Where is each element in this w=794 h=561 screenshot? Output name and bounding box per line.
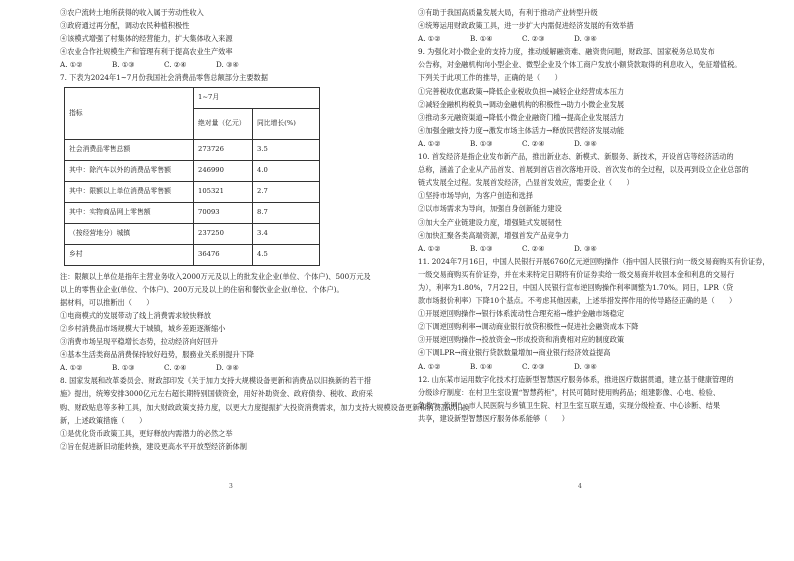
row-name: 乡村 bbox=[65, 244, 194, 265]
q7-choice: ③消费市场呈现平稳增长态势，拉动经济向好回升 bbox=[60, 337, 219, 347]
q8-choice: ②旨在促进新旧动能转换，建设更高水平开放型经济新体制 bbox=[60, 441, 247, 451]
q11-text-line: 为），利率为1.80%，7月22日，中国人民银行宣布逆回购操作利率调整为1.70%。同日，LPR（贷 bbox=[418, 282, 734, 292]
table-header-indicator: 指标 bbox=[65, 87, 194, 139]
table-row bbox=[65, 202, 320, 223]
q11-text-line: 款市场报价利率）下降10个基点。不考虑其他因素，上述举措发挥作用的传导路径正确的是（ ） bbox=[418, 296, 737, 306]
option-b: B. ①③ bbox=[470, 243, 493, 253]
q9-choice: ①完善税收优惠政策→降低企业税收负担→减轻企业经营成本压力 bbox=[418, 86, 625, 96]
row-name: 其中：实物商品网上零售额 bbox=[65, 202, 194, 223]
q10-choice: ④加快汇聚各类高端资源，增强首发产品竞争力 bbox=[418, 230, 569, 240]
option-d: D. ③④ bbox=[574, 138, 597, 148]
q12-text-line: 分级诊疗制度：在村卫生室设置“智慧药柜”，村民可随时使用购药品；组建影像、心电、检验、 bbox=[418, 387, 721, 397]
option-c: C. ②④ bbox=[164, 60, 187, 70]
option-c: C. ②④ bbox=[164, 363, 187, 373]
row-growth: 3.5 bbox=[253, 139, 320, 160]
table-header-absolute: 绝对量（亿元） bbox=[194, 108, 253, 139]
table-header-growth: 同比增长(%) bbox=[253, 108, 320, 139]
q9-text-line: 公告称，对金融机构向小型企业、微型企业及个体工商户发放小额贷款取得的利息收入，免征增值税。 bbox=[418, 60, 742, 70]
q7-title: 7. 下表为2024年1~7月份我国社会消费品零售总额部分主要数据 bbox=[60, 73, 268, 83]
option-a: A. ①② bbox=[418, 34, 441, 44]
q11-choice: ④下调LPR→商业银行贷款数量增加→商业银行经济效益提高 bbox=[418, 348, 611, 358]
row-abs: 246990 bbox=[194, 160, 253, 181]
q12-text-line: 急救“一张网”，市人民医院与乡镇卫生院、村卫生室互联互通，实现分级检查、中心诊断、结果 bbox=[418, 400, 721, 410]
page-number-right: 4 bbox=[578, 483, 582, 490]
q8-text-line: 购、财政贴息等多种工具，加大财政政策支持力度，以更大力度提振扩大投资消费需求，加力支持大规模设备更新和消费品以旧换 bbox=[60, 402, 470, 412]
option-d: D. ③④ bbox=[574, 34, 597, 44]
option-d: D. ③④ bbox=[216, 60, 239, 70]
row-abs: 70093 bbox=[194, 202, 253, 223]
q11-choice: ①开展逆回购操作→银行体系流动性合理充裕→维护金融市场稳定 bbox=[418, 309, 625, 319]
q8-choice: ①是优化货币政策工具，更好释放内需潜力的必然之举 bbox=[60, 428, 233, 438]
page-number-left: 3 bbox=[229, 483, 233, 490]
row-abs: 105321 bbox=[194, 181, 253, 202]
q7-choice: ①电商模式的发展带动了线上消费需求较快释放 bbox=[60, 310, 211, 320]
option-b: B. ①③ bbox=[112, 363, 135, 373]
row-abs: 273726 bbox=[194, 139, 253, 160]
row-growth: 8.7 bbox=[253, 202, 320, 223]
text-line: ③有助于我国高质量发展大局，有利于推动产业转型升级 bbox=[418, 8, 598, 17]
option-d: D. ③④ bbox=[574, 243, 597, 253]
q7-choice: ②乡村消费品市场规模大于城镇，城乡差距逐渐缩小 bbox=[60, 323, 226, 333]
row-growth: 3.4 bbox=[253, 223, 320, 244]
row-abs: 237250 bbox=[194, 223, 253, 244]
q10-choice: ③加大全产业链建设力度，增强链式发展韧性 bbox=[418, 217, 562, 227]
q6-options bbox=[60, 58, 390, 71]
text-line: ④农业合作社规模生产和管理有利于提高农业生产效率 bbox=[60, 47, 233, 57]
retail-sales-table bbox=[64, 87, 320, 266]
option-b: B. ①④ bbox=[470, 34, 493, 44]
option-a: A. ①② bbox=[60, 60, 83, 70]
q10-text-line: 链式发展全过程。发展首发经济，凸显首发效应，需要企业（ ） bbox=[418, 178, 634, 188]
row-growth: 2.7 bbox=[253, 181, 320, 202]
q7-note-line: 据材料，可以推断出（ ） bbox=[60, 297, 154, 307]
q10-text-line: 总称，涵盖了企业从产品首发、首展到首店首次落地开设、首次发布的全过程，以及再到设立企业总部的 bbox=[418, 165, 749, 175]
q9-text-line: 9. 为强化对小微企业的支持力度，推动缓解融资难、融资贵问题，财政部、国家税务总局发布 bbox=[418, 47, 715, 57]
q9-options bbox=[418, 137, 750, 150]
q7-choice: ④基本生活类商品消费保持较好趋势，服務业关系别提升下降 bbox=[60, 350, 255, 360]
q7-note-line: 以上的零售业企业(单位、个体户)、200万元及以上的住宿和餐饮业企业(单位、个体户)。 bbox=[60, 284, 344, 294]
option-b: B. ①③ bbox=[470, 138, 493, 148]
option-a: A. ①② bbox=[418, 138, 441, 148]
option-d: D. ③④ bbox=[574, 361, 597, 371]
q10-options bbox=[418, 242, 750, 255]
text-line: ④统筹运用财政政策工具，进一步扩大内需促进经济发展的有效举措 bbox=[418, 21, 634, 31]
q7-options bbox=[60, 361, 390, 374]
q11-text-line: 一级交易商购买有价证券，并在未来特定日期将有价证券卖给一级交易商并收回本金和利息的交易行 bbox=[418, 269, 735, 279]
row-name: （按经营地分）城镇 bbox=[65, 223, 194, 244]
text-line: ④该模式增强了村集体的经营能力，扩大集体收入来源 bbox=[60, 34, 233, 44]
table-header-period: 1~7月 bbox=[194, 87, 320, 108]
q12-text-line: 共享，建设新型智慧医疗服务体系能够（ ） bbox=[418, 413, 569, 423]
row-growth: 4.5 bbox=[253, 244, 320, 265]
option-c: C. ②③ bbox=[522, 361, 545, 371]
q8-text-line: 施》提出，统筹安排3000亿元左右超长期特别国债资金，用好补助资金、政府债券、税收、政府采 bbox=[60, 389, 373, 399]
row-name: 其中：除汽车以外的消费品零售额 bbox=[65, 160, 194, 181]
row-name: 其中：限额以上单位消费品零售额 bbox=[65, 181, 194, 202]
row-name: 社会消费品零售总额 bbox=[65, 139, 194, 160]
option-c: C. ②④ bbox=[522, 243, 545, 253]
table-row bbox=[65, 223, 320, 244]
option-a: A. ①② bbox=[418, 243, 441, 253]
text-line: ③农户流转土地所获得的收入属于劳动性收入 bbox=[60, 8, 204, 17]
q9-choice: ④加强金融支持力度→激发市场主体活力→释放民营经济发展动能 bbox=[418, 125, 625, 135]
q10-choice: ②以市场需求为导向，加强自身创新能力建设 bbox=[418, 204, 562, 214]
q11-text-line: 11. 2024年7月16日，中国人民银行开展6760亿元逆回购操作（指中国人民银行向一级交易商购买有价证券， bbox=[418, 256, 770, 266]
left-column bbox=[60, 6, 470, 453]
q9-choice: ③推动多元融资渠道→降低小微企业融资门槛→提高企业发展活力 bbox=[418, 112, 625, 122]
q9-choice: ②减轻金融机构税负→调动金融机构的积极性→助力小微企业发展 bbox=[418, 99, 625, 109]
q8-text-line: 8. 国家发展和改革委员会、财政部印发《关于加力支持大规模设备更新和消费品以旧换新的若干措 bbox=[60, 376, 372, 386]
option-c: C. ②③ bbox=[522, 34, 545, 44]
q12-text-line: 12. 山东某市运用数字化技术打造新型智慧医疗服务体系，推进医疗数据贯通，建立基于健康管理的 bbox=[418, 374, 734, 384]
q8-text-line: 新，上述政策措施（ ） bbox=[60, 415, 147, 425]
option-b: B. ①④ bbox=[470, 361, 493, 371]
q11-choice: ②下调逆回购利率→调动商业银行放贷积极性→促进社会融资成本下降 bbox=[418, 322, 639, 332]
q7-note-line: 注：限额以上单位是指年主营业务收入2000万元及以上的批发业企业(单位、个体户)、500万元及 bbox=[60, 271, 371, 281]
q11-options bbox=[418, 360, 750, 373]
table-row bbox=[65, 244, 320, 265]
right-column bbox=[418, 6, 770, 425]
q8-options bbox=[418, 32, 750, 45]
row-abs: 36476 bbox=[194, 244, 253, 265]
table-row bbox=[65, 181, 320, 202]
option-a: A. ①② bbox=[60, 363, 83, 373]
q10-text-line: 10. 首发经济是指企业发布新产品，推出新业态、新模式、新服务、新技术，开设首店等经济活动的 bbox=[418, 152, 734, 162]
q10-choice: ①坚持市场导向，为客户创造和选择 bbox=[418, 191, 534, 201]
q9-text-line: 下列关于此项工作的推导，正确的是（ ） bbox=[418, 73, 562, 83]
option-a: A. ①② bbox=[418, 361, 441, 371]
option-c: C. ②④ bbox=[522, 138, 545, 148]
table-row bbox=[65, 139, 320, 160]
option-d: D. ③④ bbox=[216, 363, 239, 373]
table-row bbox=[65, 160, 320, 181]
row-growth: 4.0 bbox=[253, 160, 320, 181]
option-b: B. ①③ bbox=[112, 60, 135, 70]
q11-choice: ③开展逆回购操作→投放资金→形成投资和消费相对应的制度政策 bbox=[418, 335, 625, 345]
text-line: ③政府通过再分配，调动农民种植积极性 bbox=[60, 21, 190, 31]
